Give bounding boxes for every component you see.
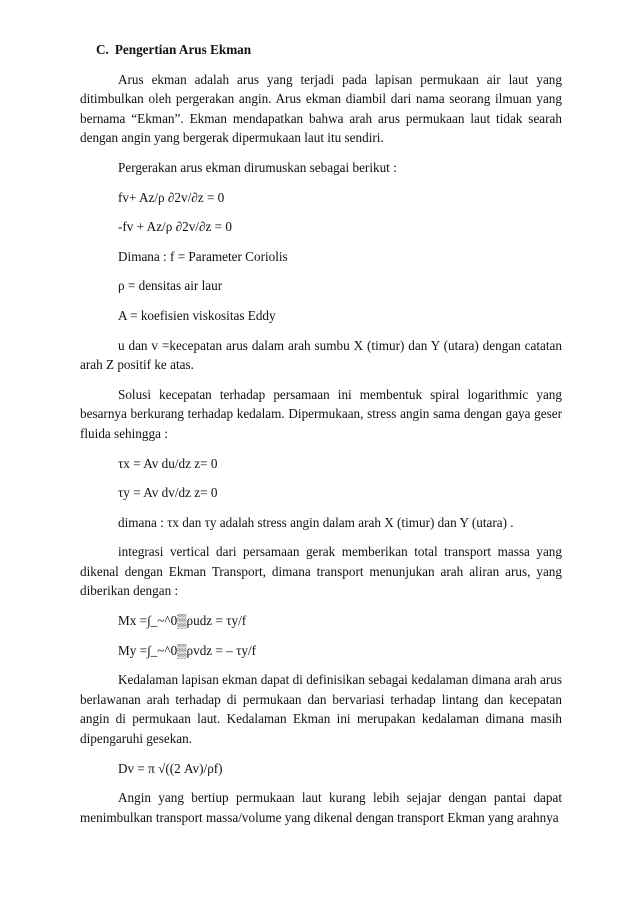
section-heading xyxy=(96,40,562,60)
document-body xyxy=(80,40,562,837)
paragraph-integration: integrasi vertical dari persamaan gerak memberikan total transport massa yang dikenal dengan Ekman Transport, dimana transport menunjukan arah aliran arus, yang diberikan dengan : xyxy=(80,544,562,599)
equation-2: -fv + Az/ρ ∂2v/∂z = 0 xyxy=(118,219,232,235)
section-title: Pengertian Arus Ekman xyxy=(114,42,252,57)
equation-dv: Dv = π √((2 Av)/ρf) xyxy=(118,760,223,776)
equation-tau-x: τx = Av du/dz z= 0 xyxy=(118,455,218,471)
variable-density: ρ = densitas air laur xyxy=(118,278,223,294)
paragraph-depth: Kedalaman lapisan ekman dapat di definisikan sebagai kedalaman dimana arah arus berlawanan arah terhadap di permukaan dan bervariasi terhadap lintang dan kecepatan angin di permukaan laut. Kedalaman Ekman ini merupakan kedalaman dimana masih dipengaruhi gesekan. xyxy=(80,672,562,747)
formula-intro: Pergerakan arus ekman dirumuskan sebagai berikut : xyxy=(118,159,397,175)
equation-tau-y: τy = Av dv/dz z= 0 xyxy=(118,485,218,501)
paragraph-velocity: u dan v =kecepatan arus dalam arah sumbu X (timur) dan Y (utara) dengan catatan arah Z positif ke atas. xyxy=(80,337,562,373)
paragraph-wind: Angin yang bertiup permukaan laut kurang lebih sejajar dengan pantai dapat menimbulkan transport massa/volume yang dikenal dengan transport Ekman yang arahnya xyxy=(80,790,562,825)
paragraph-solution: Solusi kecepatan terhadap persamaan ini membentuk spiral logarithmic yang besarnya berkurang terhadap kedalam. Dipermukaan, stress angin sama dengan gaya geser fluida sehingga : xyxy=(80,386,562,441)
paragraph-definition: Arus ekman adalah arus yang terjadi pada lapisan permukaan air laut yang ditimbulkan oleh pergerakan angin. Arus ekman diambil dari nama seorang ilmuan yang bernama “Ekman”. Ekman mendapatkan bahwa arah arus permukaan laut tidak searah dengan angin yang bergerak dipermukaan laut itu sendiri. xyxy=(80,71,562,146)
equation-my: My =∫_~^0▒ρvdz = – τy/f xyxy=(118,642,257,658)
section-number: C. xyxy=(96,42,109,57)
tau-definition: dimana : τx dan τy adalah stress angin dalam arah X (timur) dan Y (utara) . xyxy=(118,514,514,530)
equation-1: fv+ Az/ρ ∂2v/∂z = 0 xyxy=(118,189,225,205)
variable-eddy: A = koefisien viskositas Eddy xyxy=(118,307,276,323)
equation-mx: Mx =∫_~^0▒ρudz = τy/f xyxy=(118,613,247,629)
variable-coriolis: Dimana : f = Parameter Coriolis xyxy=(118,248,288,264)
